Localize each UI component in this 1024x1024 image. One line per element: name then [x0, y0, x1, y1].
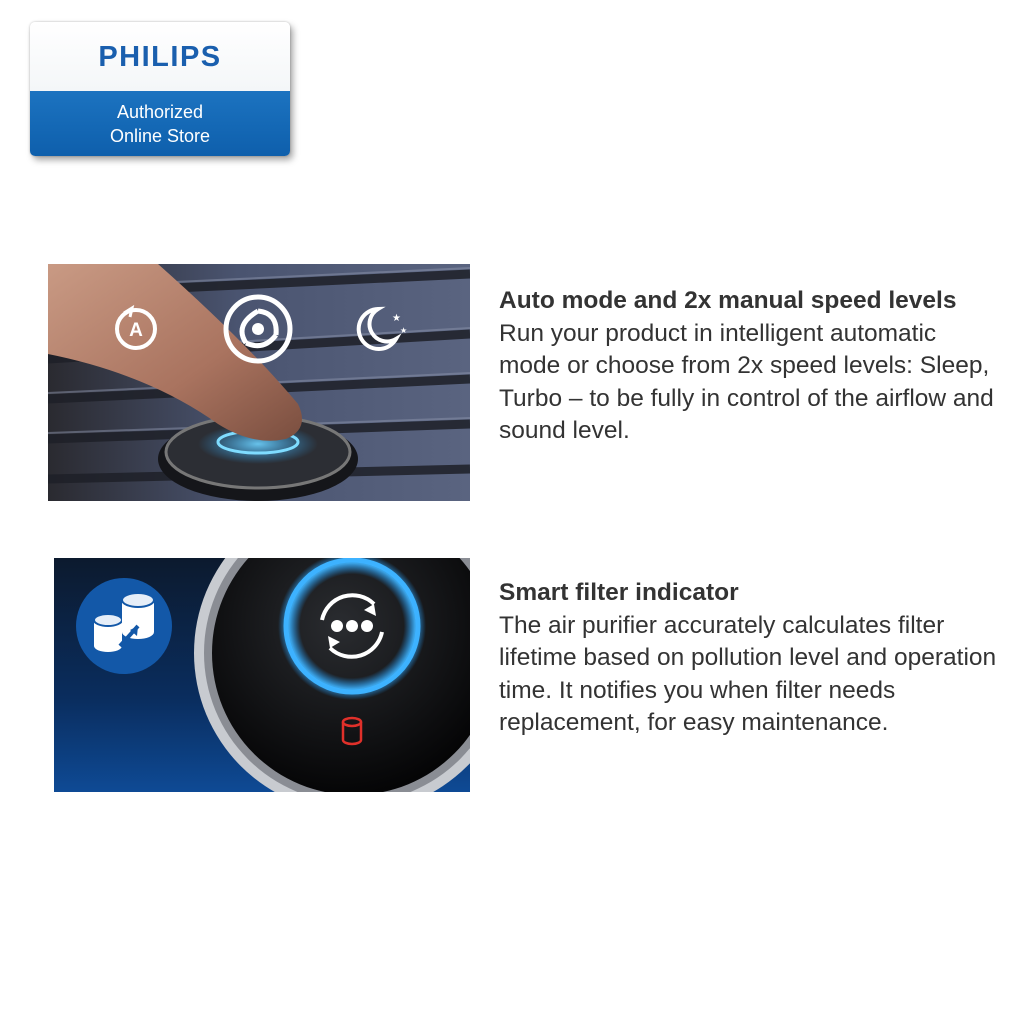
- filter-replace-icon: [76, 578, 172, 674]
- smart-filter-feature-text: [499, 577, 999, 740]
- smart-filter-feature-title: Smart filter indicator: [499, 579, 739, 606]
- svg-text:★: ★: [392, 313, 401, 324]
- smart-filter-feature-image: [54, 558, 470, 792]
- smart-filter-feature-description: The air purifier accurately calculates filter lifetime based on pollution level and operation time. It notifies you when filter needs replacement, for easy maintenance.: [499, 611, 997, 736]
- philips-authorized-store-badge: [30, 22, 290, 156]
- auto-mode-feature-image: [48, 264, 470, 501]
- svg-text:A: A: [129, 320, 143, 341]
- auto-mode-feature-description: Run your product in intelligent automatic mode or choose from 2x speed levels: Sleep, Turbo – to be fully in control of the airflow and sound level.: [499, 319, 994, 444]
- auto-mode-feature-title: Auto mode and 2x manual speed levels: [499, 287, 957, 314]
- auto-mode-feature-text: [499, 285, 999, 448]
- badge-line-authorized: Authorized: [116, 101, 204, 122]
- badge-band: [30, 91, 290, 156]
- svg-text:★: ★: [400, 326, 408, 335]
- badge-line-online-store: Online Store: [109, 125, 211, 146]
- badge-logo-area: [30, 22, 290, 91]
- philips-logo: PHILIPS: [98, 41, 222, 73]
